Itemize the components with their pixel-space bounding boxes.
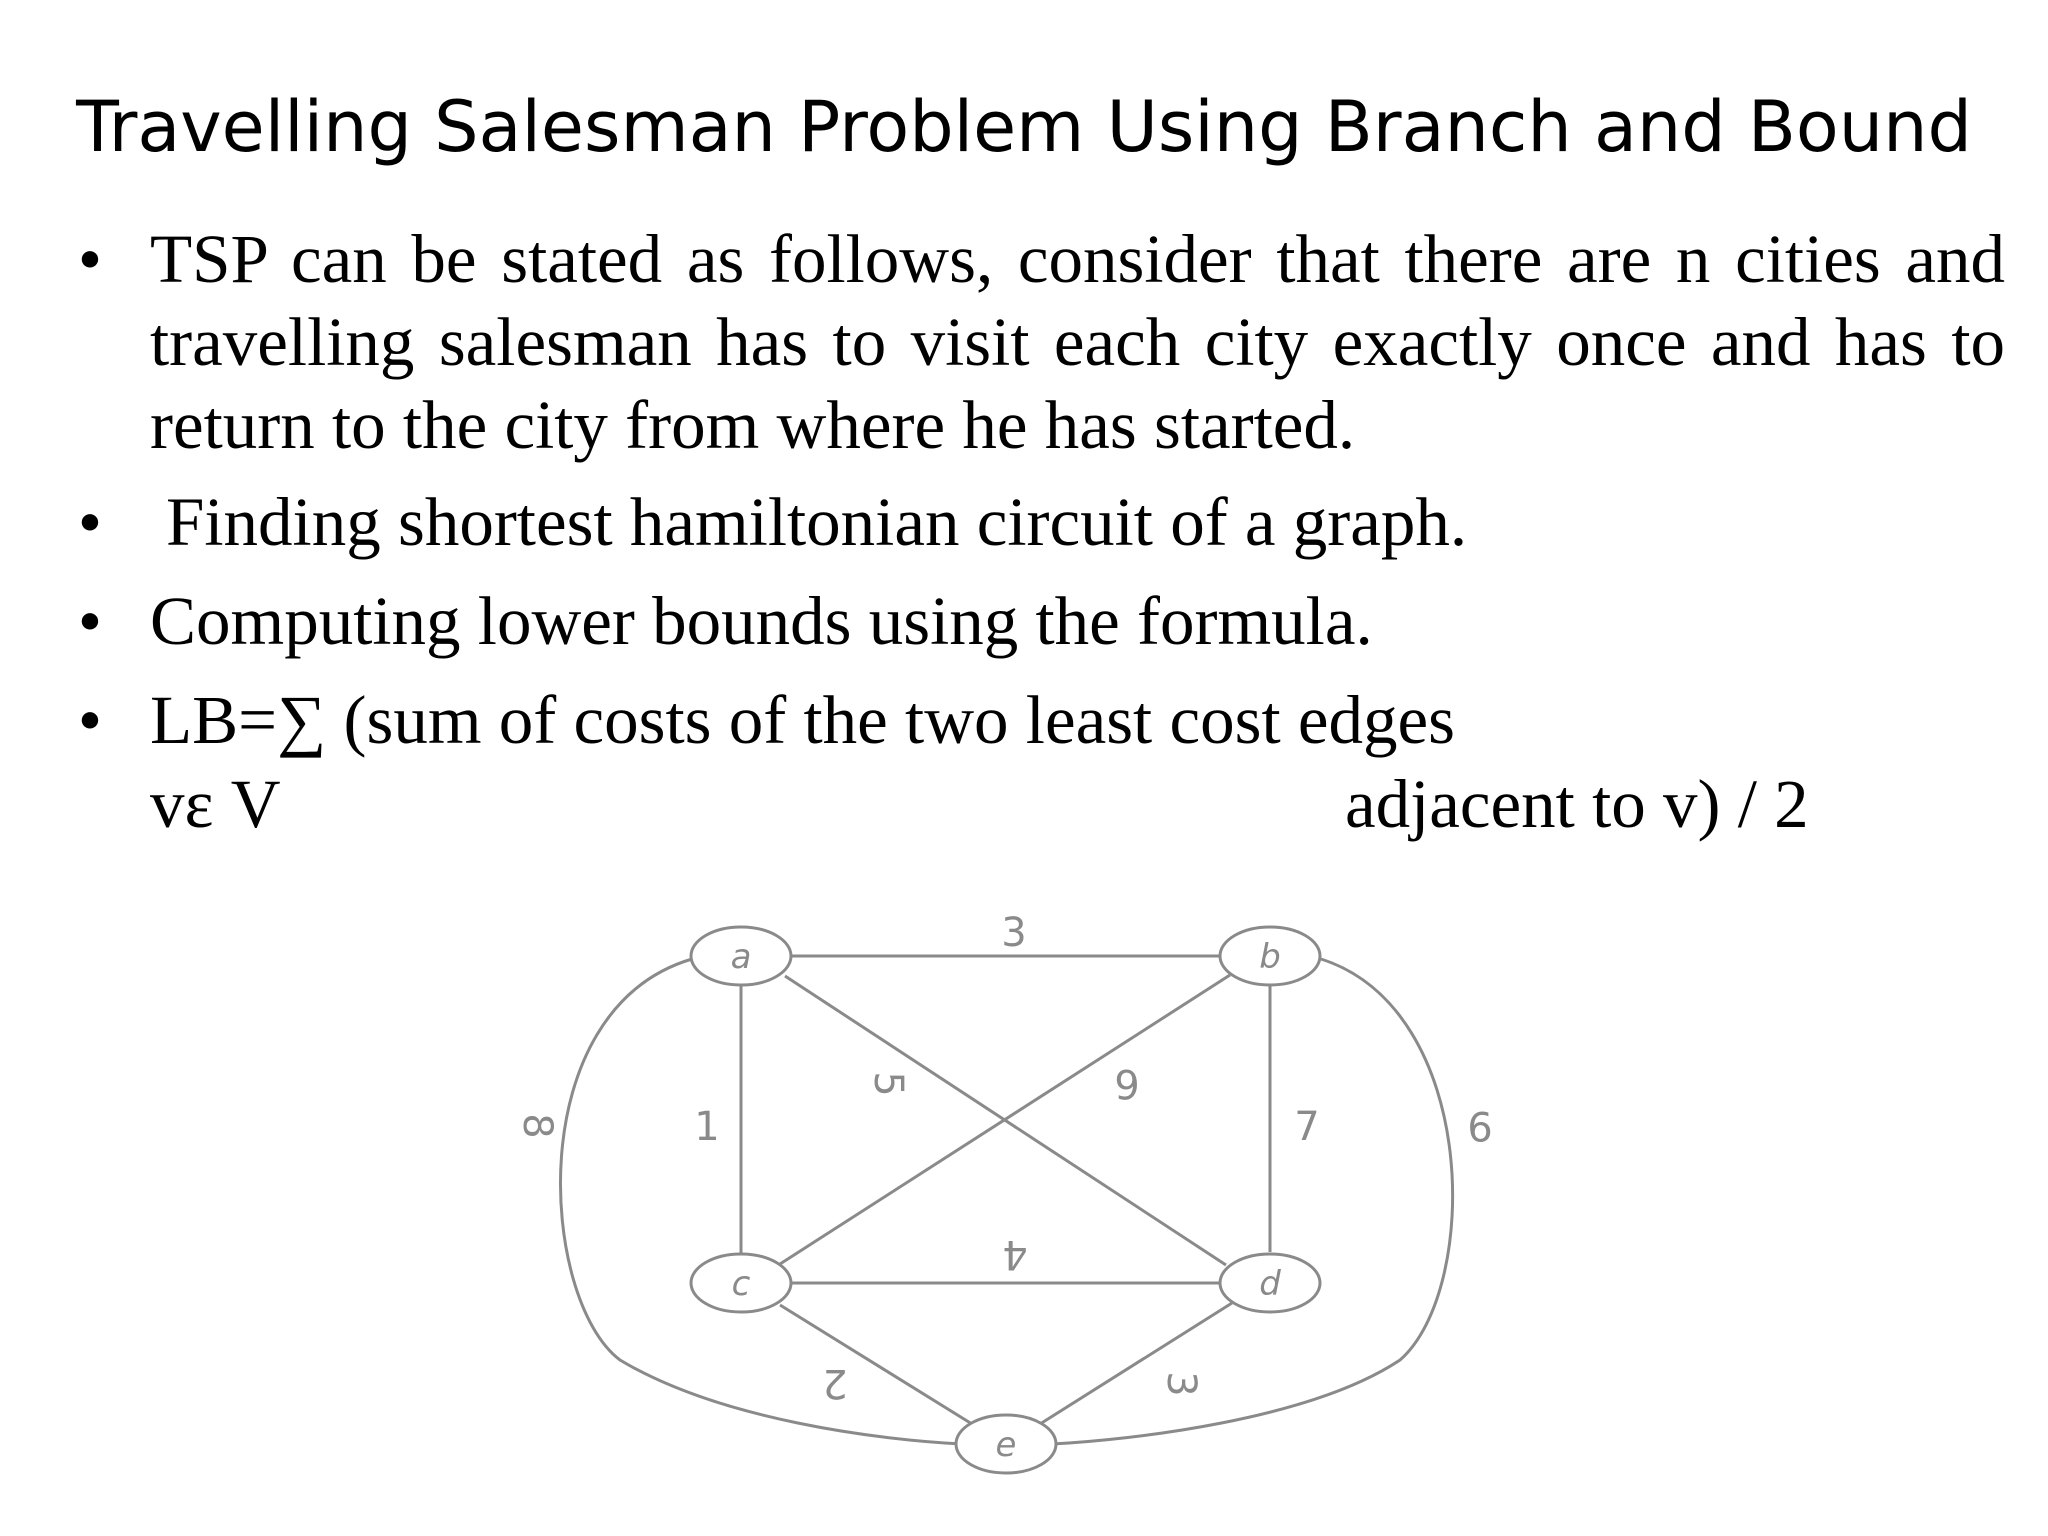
bullet-dot: • — [77, 484, 103, 560]
edge-d-e — [1040, 1303, 1232, 1424]
weight-c-d: 4 — [1002, 1231, 1028, 1277]
bullet-text-tsp-definition: TSP can be stated as follows, consider that there are n cities and travelling salesman has to visit each city exactly once and has to return to the city from where he has started. — [150, 221, 2005, 463]
weight-a-e: 8 — [514, 1113, 560, 1139]
weight-b-d: 7 — [1294, 1104, 1320, 1150]
bullet-dot: • — [77, 221, 103, 297]
edge-c-e — [780, 1305, 972, 1424]
weight-b-e: 9 — [1467, 1102, 1493, 1148]
node-label-b: b — [1259, 937, 1281, 977]
bullet-dot: • — [77, 583, 103, 659]
weight-c-e: 2 — [822, 1360, 848, 1406]
node-label-c: c — [731, 1264, 751, 1304]
weight-d-e: 3 — [1158, 1371, 1204, 1397]
weight-b-c: 6 — [1114, 1060, 1140, 1106]
formula-main: LB=∑ (sum of costs of the two least cost edges — [150, 682, 1455, 758]
node-a — [691, 927, 791, 985]
node-b — [1220, 927, 1320, 985]
bullet-text-hamiltonian: Finding shortest hamiltonian circuit of a graph. — [166, 484, 1468, 560]
weight-a-d: 5 — [865, 1071, 911, 1097]
formula-subscript: vε V — [150, 766, 281, 842]
bullet-dot: • — [77, 682, 103, 758]
node-label-e: e — [995, 1425, 1017, 1465]
node-c — [691, 1254, 791, 1312]
weight-a-c: 1 — [694, 1104, 720, 1150]
node-label-a: a — [730, 937, 752, 977]
edge-b-e — [1052, 959, 1453, 1444]
bullet-text-lower-bounds: Computing lower bounds using the formula. — [150, 583, 1373, 659]
node-label-d: d — [1259, 1264, 1281, 1304]
slide-title: Travelling Salesman Problem Using Branch and Bound — [76, 86, 1972, 168]
node-d — [1220, 1254, 1320, 1312]
formula-tail: adjacent to v) / 2 — [1345, 766, 1809, 842]
weight-a-b: 3 — [1001, 910, 1027, 956]
edge-a-e — [560, 959, 962, 1444]
node-e — [956, 1415, 1056, 1473]
